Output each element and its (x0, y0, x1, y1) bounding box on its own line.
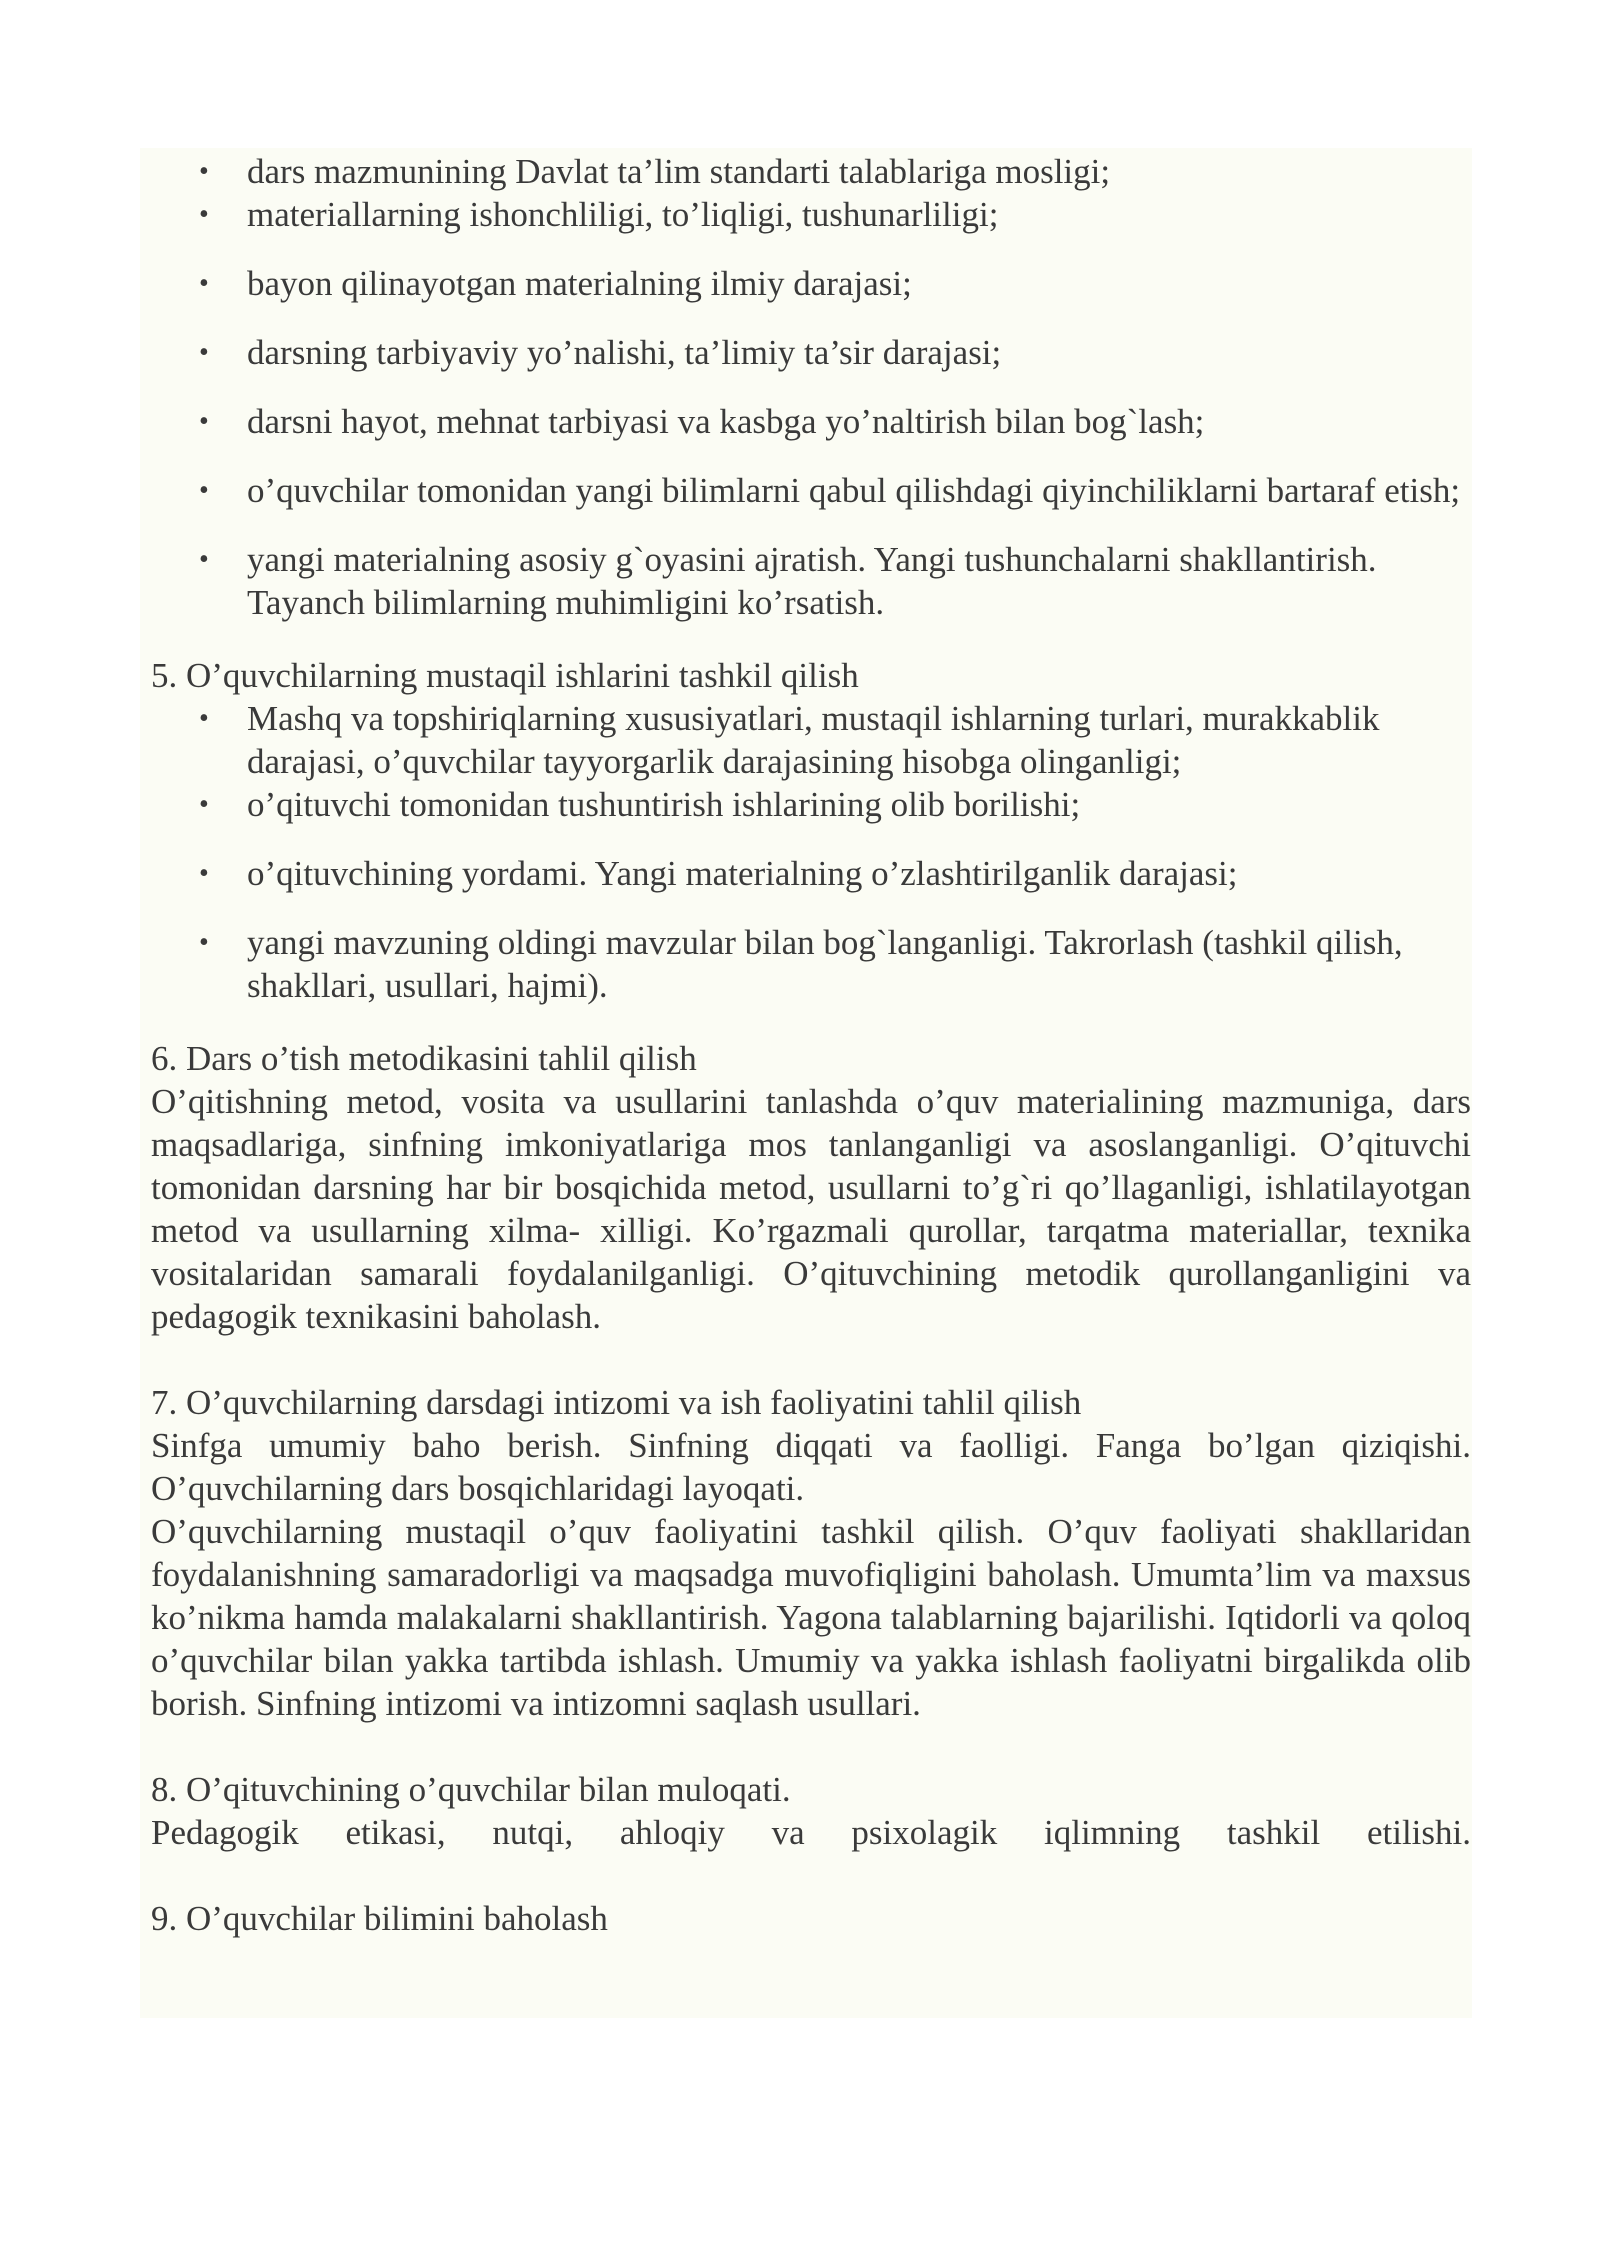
document-body (151, 150, 1471, 1940)
list-item: • Mashq va topshiriqlarning xususiyatlari, mustaqil ishlarning turlari, murakkablik darajasi, o’quvchilar tayyorgarlik darajasining hisobga olinganligi; (151, 697, 1471, 783)
criteria-list (151, 150, 1471, 624)
list-item: • o’qituvchining yordami. Yangi materialning o’zlashtirilganlik darajasi; (151, 852, 1471, 895)
list-item: • darsning tarbiyaviy yo’nalishi, ta’limiy ta’sir darajasi; (151, 331, 1471, 374)
section-6-title: 6. Dars o’tish metodikasini tahlil qilish (151, 1039, 697, 1078)
section-7-title: 7. O’quvchilarning darsdagi intizomi va ish faoliyatini tahlil qilish (151, 1383, 1082, 1422)
list-item: • materiallarning ishonchliligi, to’liqligi, tushunarliligi; (151, 193, 1471, 236)
section-6-body: O’qitishning metod, vosita va usullarini tanlashda o’quv materialining mazmuniga, dars maqsadlariga, sinfning imkoniyatlariga mos tanlanganligi va asoslanganligi. O’qituvchi tomonidan darsning har bir bosqichida metod, usullarni to’g`ri qo’llaganligi, ishlatilayotgan metod va usullarning xilma- xilligi. Ko’rgazmali qurollar, tarqatma materiallar, texnika vositalaridan samarali foydalanilganligi. O’qituvchining metodik qurollanganligini va pedagogik texnikasini baholash. (151, 1082, 1471, 1336)
list-item: • darsni hayot, mehnat tarbiyasi va kasbga yo’naltirish bilan bog`lash; (151, 400, 1471, 443)
section-8-title: 8. O’qituvchining o’quvchilar bilan muloqati. (151, 1770, 791, 1809)
list-item: • yangi mavzuning oldingi mavzular bilan bog`langanligi. Takrorlash (tashkil qilish, shakllari, usullari, hajmi). (151, 921, 1471, 1007)
section-9-title: 9. O’quvchilar bilimini baholash (151, 1899, 608, 1938)
list-item: • dars mazmunining Davlat ta’lim standarti talablariga mosligi; (151, 150, 1471, 193)
section-5-title: 5. O’quvchilarning mustaqil ishlarini tashkil qilish (151, 656, 859, 695)
list-item: • o’qituvchi tomonidan tushuntirish ishlarining olib borilishi; (151, 783, 1471, 826)
list-item: • yangi materialning asosiy g`oyasini ajratish. Yangi tushunchalarni shakllantirish. Tayanch bilimlarning muhimligini ko’rsatish. (151, 538, 1471, 624)
section-8-body: Pedagogik etikasi, nutqi, ahloqiy va psixolagik iqlimning tashkil etilishi. (151, 1813, 1471, 1852)
section-7-paragraph-2: O’quvchilarning mustaqil o’quv faoliyatini tashkil qilish. O’quv faoliyati shakllaridan foydalanishning samaradorligi va maqsadga muvofiqligini baholash. Umumta’lim va maxsus ko’nikma hamda malakalarni shakllantirish. Yagona talablarning bajarilishi. Iqtidorli va qoloq o’quvchilar bilan yakka tartibda ishlash. Umumiy va yakka ishlash faoliyatni birgalikda olib borish. Sinfning intizomi va intizomni saqlash usullari. (151, 1512, 1471, 1723)
list-item: • o’quvchilar tomonidan yangi bilimlarni qabul qilishdagi qiyinchiliklarni bartaraf etish; (151, 469, 1471, 512)
section-5-list (151, 697, 1471, 1007)
section-7-paragraph-1: Sinfga umumiy baho berish. Sinfning diqqati va faolligi. Fanga bo’lgan qiziqishi. O’quvchilarning dars bosqichlaridagi layoqati. (151, 1426, 1471, 1508)
list-item: • bayon qilinayotgan materialning ilmiy darajasi; (151, 262, 1471, 305)
